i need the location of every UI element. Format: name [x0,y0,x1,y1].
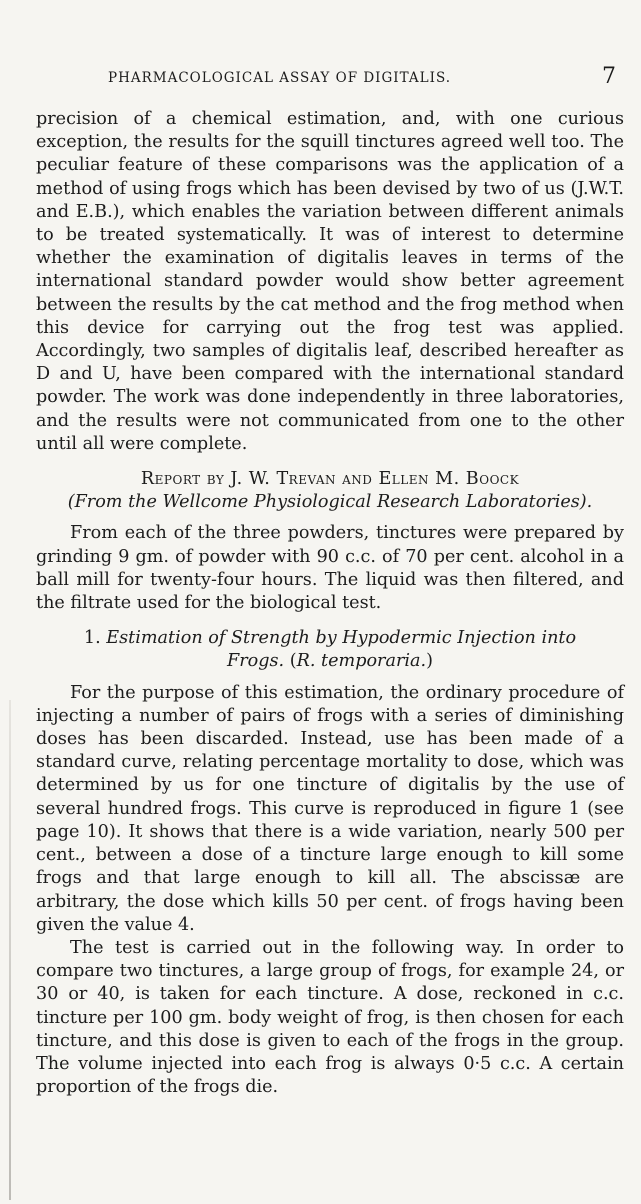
page-number: 7 [602,64,616,89]
report-affiliation: (From the Wellcome Physiological Research Laboratories). [67,492,593,513]
page-edge-shadow [9,700,11,1200]
running-title: PHARMACOLOGICAL ASSAY OF DIGITALIS. [108,70,452,86]
running-header [108,64,616,92]
species-close-paren: ) [426,651,433,672]
paragraph-test: The test is carried out in the following way. In order to compare two tinctures, a large group of frogs, for example 24, or 30 or 40, is taken for each tincture. A dose, reckoned in c.c. tincture per 100 gm. body weight of frog, is then chosen for each tincture, and this dose is given to each of the frogs in the group. The volume injected into each frog is always 0·5 c.c. A certain proportion of the frogs die. [36,937,624,1098]
section-heading-line2 [36,650,624,673]
species-open-paren: ( [289,651,297,672]
report-heading: Report by J. W. Trevan and Ellen M. Boock [140,469,520,490]
section-number: 1. [83,628,101,649]
body-text [36,108,624,1099]
paragraph-continued: precision of a chemical estimation, and, with one curious exception, the results for the squill tinctures agreed well too. The peculiar feature of these comparisons was the application of a method of using frogs which has been devised by two of us (J.W.T. and E.B.), which enables the variation between different animals to be treated systematically. It was of interest to determine whether the examination of digitalis leaves in terms of the international standard powder would show better agreement between the results by the cat method and the frog method when this device for carrying out the frog test was applied. Accordingly, two samples of digitalis leaf, described hereafter as D and U, have been compared with the international standard powder. The work was done independently in three laboratories, and the results were not communicated from one to the other until all were complete. [36,109,624,454]
section-title-line2: Frogs. [227,651,285,672]
section-heading [36,627,624,650]
species-name: R. temporaria. [296,651,427,672]
paragraph-tinctures: From each of the three powders, tinctures were prepared by grinding 9 gm. of powder with 90 c.c. of 70 per cent. alcohol in a ball mill for twenty-four hours. The liquid was then filtered, and the filtrate used for the biological test. [36,523,624,614]
section-title-line1: Estimation of Strength by Hypodermic Injection into [106,628,577,649]
paragraph-procedure: For the purpose of this estimation, the ordinary procedure of injecting a number of pairs of frogs with a series of diminishing doses has been discarded. Instead, use has been made of a standard curve, relating percentage mortality to dose, which was determined by us for one tincture of digitalis by the use of several hundred frogs. This curve is reproduced in figure 1 (see page 10). It shows that there is a wide variation, nearly 500 per cent., between a dose of a tincture large enough to kill some frogs and that large enough to kill all. The abscissæ are arbitrary, the dose which kills 50 per cent. of frogs having been given the value 4. [36,682,624,935]
